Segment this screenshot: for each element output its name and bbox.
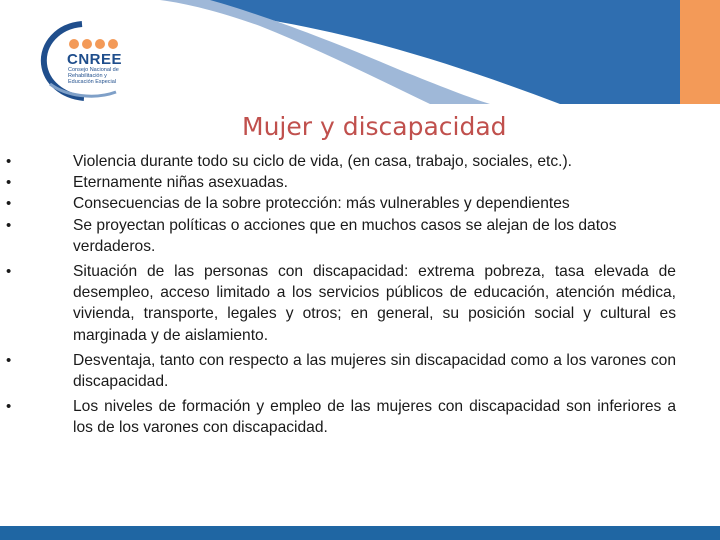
bullet-text: Eternamente niñas asexuadas.	[73, 174, 288, 192]
bullet-item	[0, 350, 720, 392]
bullet-dot: •	[6, 351, 12, 369]
cnree-logo	[38, 18, 148, 104]
bullet-dot: •	[6, 195, 12, 213]
bullet-text: Se proyectan políticas o acciones que en muchos casos se alejan de los datos verdaderos.	[73, 216, 617, 255]
bullet-text: Desventaja, tanto con respecto a las mujeres sin discapacidad como a los varones con discapacidad.	[73, 351, 676, 391]
bullet-item	[0, 261, 720, 346]
bullet-list	[0, 151, 720, 439]
bullet-item	[0, 396, 720, 438]
bullet-dot: •	[6, 263, 12, 281]
bullet-text: Consecuencias de la sobre protección: más vulnerables y dependientes	[73, 195, 570, 213]
bullet-item	[0, 172, 720, 193]
bullet-dot: •	[6, 174, 12, 192]
bullet-dot: •	[6, 216, 12, 234]
logo-subtitle: Consejo Nacional de Rehabilitación y Educación Especial	[68, 67, 119, 85]
bullet-item	[0, 151, 720, 172]
bullet-item	[0, 215, 720, 257]
slide-title: Mujer y discapacidad	[242, 112, 507, 141]
bullet-text: Violencia durante todo su ciclo de vida, (en casa, trabajo, sociales, etc.).	[73, 153, 572, 170]
bullet-dot: •	[6, 153, 12, 170]
bullet-text: Los niveles de formación y empleo de las mujeres con discapacidad son inferiores a los de los varones con discapacidad.	[73, 398, 676, 437]
bullet-item	[0, 193, 720, 214]
bullet-dot: •	[6, 398, 12, 416]
bottom-bar	[0, 526, 720, 540]
bullet-text: Situación de las personas con discapacidad: extrema pobreza, tasa elevada de desempleo, acceso limitado a los servicios públicos de educación, atención médica, vivienda, transporte, legales y otros; en general, su posición social y cultural es marginada y de aislamiento.	[73, 263, 676, 344]
logo-text: CNREE	[67, 51, 123, 68]
orange-accent-tab	[680, 0, 720, 104]
